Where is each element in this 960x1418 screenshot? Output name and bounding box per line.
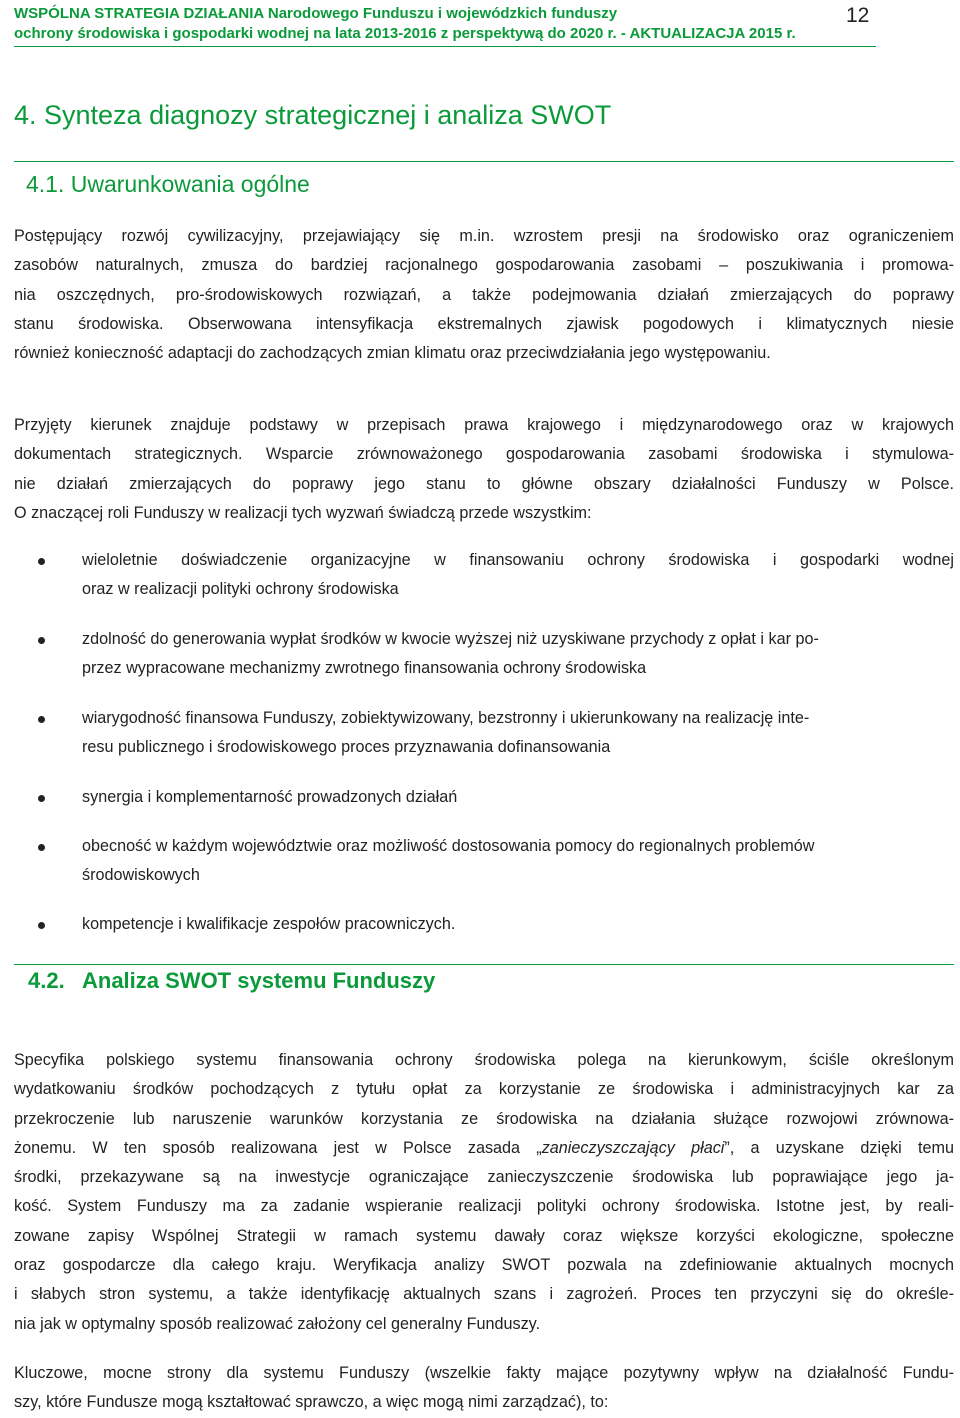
text-line: kość. System Funduszy ma za zadanie wspieranie realizacji polityki ochrony środowiska. Istotne jest, by reali- xyxy=(14,1197,954,1216)
bullet-icon xyxy=(38,637,45,644)
text-line: szy, które Fundusze mogą kształtować sprawczo, a więc mogą nimi zarządzać), to: xyxy=(14,1393,609,1412)
bullet-icon xyxy=(38,844,45,851)
paragraph-swot-intro xyxy=(14,1046,954,1339)
bullet-icon xyxy=(38,795,45,802)
text-line: przekroczenie lub naruszenie warunków korzystania ze środowiska na działania służące rozwojowi zrównowa- xyxy=(14,1109,954,1128)
section-title: 4. Synteza diagnozy strategicznej i analiza SWOT xyxy=(14,100,612,130)
running-header xyxy=(14,4,874,44)
list-item-text: obecność w każdym województwie oraz możliwość dostosowania pomocy do regionalnych problemów xyxy=(82,837,815,855)
text-span: ”, a uzyskane dzięki temu xyxy=(724,1138,955,1157)
text-line: Specyfika polskiego systemu finansowania ochrony środowiska polega na kierunkowym, ściśle określonym xyxy=(14,1051,954,1069)
text-line: nie działań zmierzających do poprawy jego stanu to główne obszary działalności Funduszy w Polsce. xyxy=(14,474,954,493)
paragraph-intro xyxy=(14,222,954,368)
page-number: 12 xyxy=(846,4,870,27)
text-line: wydatkowaniu środków pochodzących z tytułu opłat za korzystanie ze środowiska i administracyjnych kar za xyxy=(14,1080,954,1099)
list-item-text: środowiskowych xyxy=(82,866,200,885)
header-line-1: WSPÓLNA STRATEGIA DZIAŁANIA Narodowego Funduszu i wojewódzkich funduszy xyxy=(14,5,618,22)
text-line: Postępujący rozwój cywilizacyjny, przejawiający się m.in. wzrostem presji na środowisko oraz ograniczeniem xyxy=(14,227,954,245)
text-line: O znaczącej roli Funduszy w realizacji tych wyzwań świadczą przede wszystkim: xyxy=(14,503,592,522)
bullet-icon xyxy=(38,922,45,929)
subsection-title: 4.1. Uwarunkowania ogólne xyxy=(26,171,310,197)
text-line: stanu środowiska. Obserwowana intensyfikacja ekstremalnych zjawisk pogodowych i klimatycznych niesie xyxy=(14,314,954,333)
subsection-heading: Analiza SWOT systemu Funduszy xyxy=(82,968,436,993)
text-line: nia oszczędnych, pro-środowiskowych rozwiązań, a także podejmowania działań zmierzających do poprawy xyxy=(14,285,954,304)
bullet-icon xyxy=(38,558,45,565)
list-item-text: wiarygodność finansowa Funduszy, zobiektywizowany, bezstronny i ukierunkowany na realizację inte- xyxy=(82,709,810,727)
paragraph-strengths xyxy=(14,1359,954,1418)
list-item-text: wieloletnie doświadczenie organizacyjne w finansowaniu ochrony środowiska i gospodarki wodnej xyxy=(82,551,954,569)
text-line: również konieczność adaptacji do zachodzących zmian klimatu oraz przeciwdziałania jego występowaniu. xyxy=(14,344,771,363)
subsection-divider xyxy=(14,964,954,965)
subsection-number: 4.2. xyxy=(28,968,65,993)
text-line-mixed xyxy=(14,1134,954,1163)
section-divider xyxy=(14,161,954,162)
list-item-text: oraz w realizacji polityki ochrony środowiska xyxy=(82,580,399,599)
text-line: dokumentach strategicznych. Wsparcie zrównoważonego gospodarowania zasobami środowiska i stymulowa- xyxy=(14,445,954,464)
text-span: żonemu. W ten sposób realizowana jest w Polsce zasada „ xyxy=(14,1138,542,1157)
text-line: oraz gospodarcze dla całego kraju. Weryfikacja analizy SWOT pozwala na zdefiniowanie aktualnych mocnych xyxy=(14,1256,954,1275)
bullet-icon xyxy=(38,716,45,723)
list-item-text: przez wypracowane mechanizmy zwrotnego finansowania ochrony środowiska xyxy=(82,659,647,678)
emphasis-principle: zanieczyszczający płaci xyxy=(541,1138,725,1157)
list-item-text: kompetencje i kwalifikacje zespołów pracowniczych. xyxy=(82,915,456,933)
text-line: Przyjęty kierunek znajduje podstawy w przepisach prawa krajowego i międzynarodowego oraz w krajowych xyxy=(14,416,954,434)
list-item-text: resu publicznego i środowiskowego proces przyznawania dofinansowania xyxy=(82,738,611,757)
header-divider xyxy=(14,46,876,47)
text-line: środki, przekazywane są na inwestycje ograniczające zanieczyszczenie środowiska lub poprawiające jego ja- xyxy=(14,1168,954,1187)
subsection-title-swot xyxy=(28,968,435,994)
paragraph-direction xyxy=(14,411,954,528)
text-line: zasobów naturalnych, zmusza do bardziej racjonalnego gospodarowania zasobami – poszukiwania i promowa- xyxy=(14,256,954,275)
header-line-2: ochrony środowiska i gospodarki wodnej na lata 2013-2016 z perspektywą do 2020 r. - AKTUALIZACJA 2015 r. xyxy=(14,25,796,42)
text-line: i słabych stron systemu, a także identyfikację aktualnych szans i zagrożeń. Proces ten przyczyni się do określe- xyxy=(14,1285,954,1304)
text-line: zowane zapisy Wspólnej Strategii w ramach systemu dawały coraz większe korzyści ekologiczne, społeczne xyxy=(14,1226,954,1245)
list-item-text: zdolność do generowania wypłat środków w kwocie wyższej niż uzyskiwane przychody z opłat i kar po- xyxy=(82,630,819,648)
text-line: Kluczowe, mocne strony dla systemu Funduszy (wszelkie fakty mające pozytywny wpływ na działalność Fundu- xyxy=(14,1364,954,1382)
text-line: nia jak w optymalny sposób realizować założony cel generalny Funduszy. xyxy=(14,1314,541,1333)
list-item-text: synergia i komplementarność prowadzonych działań xyxy=(82,788,458,806)
